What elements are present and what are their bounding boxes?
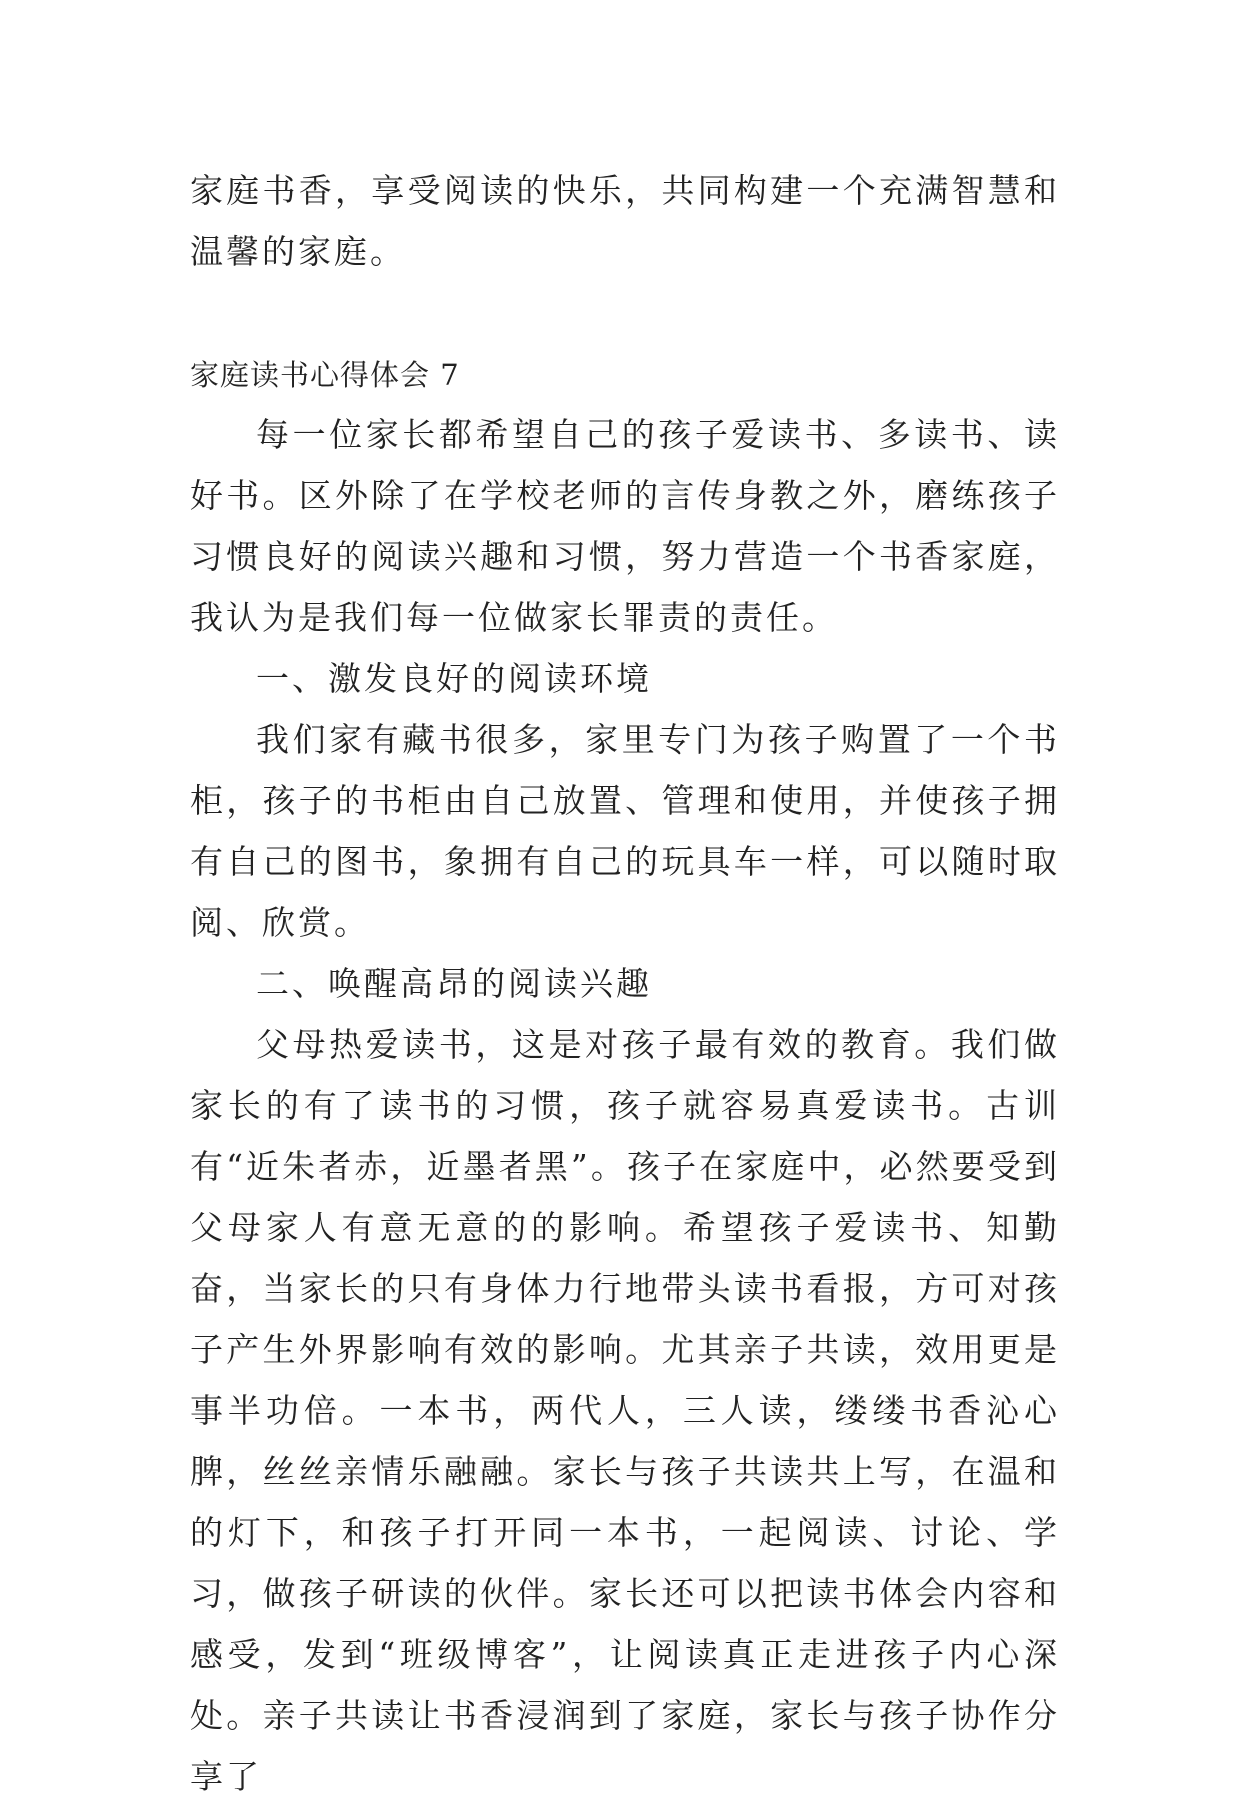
paragraph-parent-example: 父母热爱读书，这是对孩子最有效的教育。我们做家长的有了读书的习惯，孩子就容易真爱读书。古训有“近朱者赤，近墨者黑”。孩子在家庭中，必然要受到父母家人有意无意的的影响。希望孩子爱读书、知勤奋，当家长的只有身体力行地带头读书看报，方可对孩子产生外界影响有效的影响。尤其亲子共读，效用更是事半功倍。一本书，两代人，三人读，缕缕书香沁心脾，丝丝亲情乐融融。家长与孩子共读共上写，在温和的灯下，和孩子打开同一本书，一起阅读、讨论、学习，做孩子研读的伙伴。家长还可以把读书体会内容和感受，发到“班级博客”，让阅读真正走进孩子内心深处。亲子共读让书香浸润到了家庭，家长与孩子协作分享了 <box>190 1025 1060 1796</box>
section-title: 家庭读书心得体会 7 <box>190 358 460 392</box>
paragraph-bookshelf: 我们家有藏书很多，家里专门为孩子购置了一个书柜，孩子的书柜由自己放置、管理和使用，并使孩子拥有自己的图书，象拥有自己的玩具车一样，可以随时取阅、欣赏。 <box>190 720 1060 942</box>
document-body <box>190 160 1060 1807</box>
subheading-reading-environment: 一、激发良好的阅读环境 <box>256 659 652 698</box>
subheading-reading-interest: 二、唤醒高昂的阅读兴趣 <box>256 964 652 1003</box>
paragraph-intro: 每一位家长都希望自己的孩子爱读书、多读书、读好书。区外除了在学校老师的言传身教之外，磨练孩子习惯良好的阅读兴趣和习惯，努力营造一个书香家庭，我认为是我们每一位做家长罪责的责任。 <box>190 415 1060 637</box>
continuation-paragraph: 家庭书香，享受阅读的快乐，共同构建一个充满智慧和温馨的家庭。 <box>190 171 1060 271</box>
